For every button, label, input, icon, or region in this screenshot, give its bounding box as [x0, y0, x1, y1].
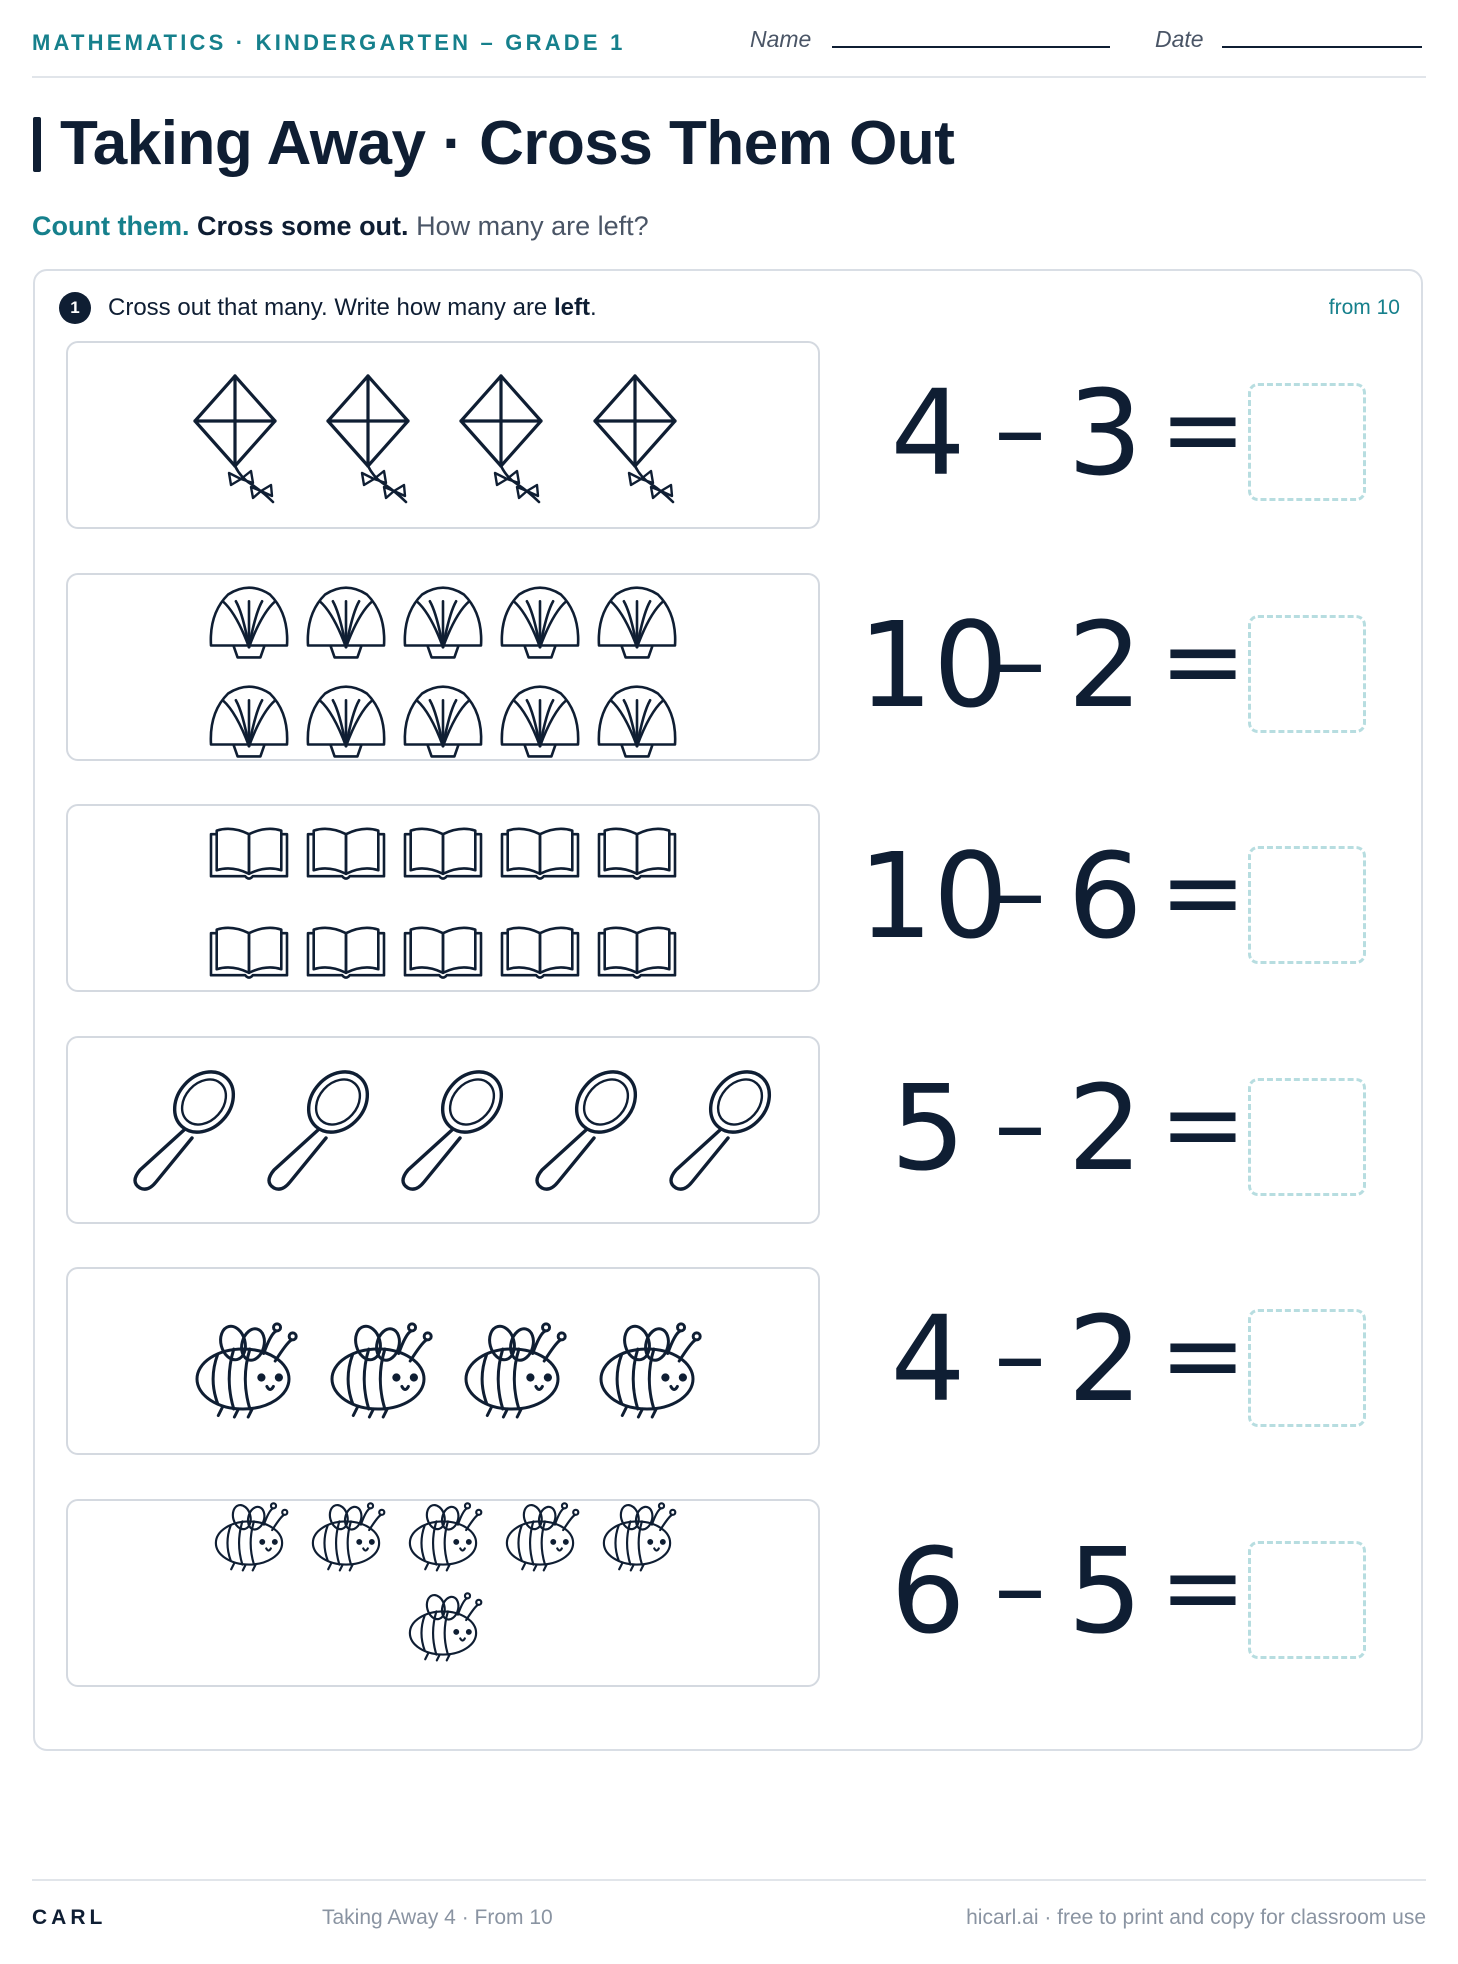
shell-icon[interactable]: [405, 687, 481, 757]
number-b: 5: [1067, 1522, 1143, 1660]
minus-sign: –: [994, 1526, 1046, 1648]
shell-icon[interactable]: [405, 588, 481, 658]
kite-icon[interactable]: [461, 376, 541, 502]
bee-icon[interactable]: [507, 1503, 578, 1570]
minus-sign: –: [994, 1294, 1046, 1416]
bee-icon[interactable]: [410, 1503, 481, 1570]
bee-icon[interactable]: [466, 1323, 565, 1417]
minus-sign: –: [994, 600, 1046, 722]
spoon-icon[interactable]: [537, 1060, 647, 1189]
book-icon[interactable]: [405, 829, 481, 879]
instruction-cross: Cross some out.: [197, 211, 409, 241]
instructions: [32, 211, 649, 242]
number-a: 4: [890, 364, 966, 502]
book-icon[interactable]: [599, 829, 675, 879]
equals-sign: =: [1159, 1294, 1247, 1416]
shell-icon[interactable]: [502, 588, 578, 658]
shell-icon[interactable]: [502, 687, 578, 757]
name-field[interactable]: [832, 46, 1110, 48]
book-icon[interactable]: [211, 829, 287, 879]
shell-icon[interactable]: [211, 588, 287, 658]
book-icon[interactable]: [502, 829, 578, 879]
site-credit: hicarl.ai · free to print and copy for classroom use: [966, 1906, 1426, 1929]
book-icon[interactable]: [599, 928, 675, 978]
shell-icon[interactable]: [308, 588, 384, 658]
spoon-icon[interactable]: [671, 1060, 781, 1189]
number-b: 3: [1067, 364, 1143, 502]
date-field[interactable]: [1222, 46, 1422, 48]
number-b: 2: [1067, 1290, 1143, 1428]
bee-icon[interactable]: [604, 1503, 675, 1570]
question-text-bold: left: [553, 294, 590, 321]
minus-sign: –: [994, 1063, 1046, 1185]
number-b: 2: [1067, 1059, 1143, 1197]
question-number-badge: 1: [59, 292, 91, 324]
picture-group: [68, 575, 822, 763]
book-icon[interactable]: [308, 829, 384, 879]
picture-box: [66, 573, 820, 761]
book-icon[interactable]: [405, 928, 481, 978]
picture-box: [66, 341, 820, 529]
bee-icon[interactable]: [313, 1503, 384, 1570]
footer-divider: [32, 1879, 1426, 1881]
problem-row: [0, 573, 1458, 761]
number-a: 10: [858, 827, 1009, 965]
problem-row: [0, 1036, 1458, 1224]
question-text-main: Cross out that many. Write how many are: [108, 294, 554, 321]
bee-icon[interactable]: [216, 1503, 287, 1570]
problem-row: [0, 341, 1458, 529]
kite-icon[interactable]: [595, 376, 675, 502]
equals-sign: =: [1159, 368, 1247, 490]
range-tag: from 10: [1328, 296, 1400, 319]
worksheet-name: Taking Away 4 · From 10: [322, 1906, 553, 1929]
title-accent-bar: [33, 117, 41, 172]
bee-icon[interactable]: [197, 1323, 296, 1417]
header-divider: [32, 76, 1426, 78]
question-text-end: .: [589, 294, 597, 321]
number-a: 10: [858, 596, 1009, 734]
number-b: 6: [1067, 827, 1143, 965]
answer-box[interactable]: [1248, 1541, 1366, 1659]
picture-box: [66, 1499, 820, 1687]
picture-group: [68, 1038, 822, 1226]
picture-box: [66, 804, 820, 992]
date-label: Date: [1155, 26, 1204, 52]
shell-icon[interactable]: [599, 588, 675, 658]
picture-group: [68, 1501, 822, 1689]
kite-icon[interactable]: [195, 376, 275, 502]
name-label: Name: [750, 26, 812, 52]
number-a: 6: [890, 1522, 966, 1660]
equals-sign: =: [1159, 600, 1247, 722]
answer-box[interactable]: [1248, 383, 1366, 501]
kite-icon[interactable]: [328, 376, 408, 502]
equals-sign: =: [1159, 1063, 1247, 1185]
picture-group: [68, 1269, 822, 1457]
answer-box[interactable]: [1248, 615, 1366, 733]
bee-icon[interactable]: [601, 1323, 700, 1417]
bee-icon[interactable]: [332, 1323, 431, 1417]
answer-box[interactable]: [1248, 846, 1366, 964]
problem-row: [0, 1499, 1458, 1687]
number-a: 5: [890, 1059, 966, 1197]
subject-header: MATHEMATICS · KINDERGARTEN – GRADE 1: [32, 30, 626, 55]
problem-row: [0, 1267, 1458, 1455]
shell-icon[interactable]: [308, 687, 384, 757]
shell-icon[interactable]: [599, 687, 675, 757]
question-text: [108, 292, 597, 324]
shell-icon[interactable]: [211, 687, 287, 757]
book-icon[interactable]: [502, 928, 578, 978]
spoon-icon[interactable]: [269, 1060, 379, 1189]
minus-sign: –: [994, 368, 1046, 490]
equals-sign: =: [1159, 1526, 1247, 1648]
bee-icon[interactable]: [410, 1593, 481, 1660]
instruction-count: Count them.: [32, 211, 190, 241]
minus-sign: –: [994, 831, 1046, 953]
problem-row: [0, 804, 1458, 992]
picture-box: [66, 1267, 820, 1455]
instruction-left: How many are left?: [416, 211, 649, 241]
book-icon[interactable]: [308, 928, 384, 978]
equals-sign: =: [1159, 831, 1247, 953]
page-title: Taking Away · Cross Them Out: [60, 109, 955, 178]
answer-box[interactable]: [1248, 1309, 1366, 1427]
picture-group: [68, 806, 822, 994]
brand-logo: CARL: [32, 1906, 107, 1929]
picture-box: [66, 1036, 820, 1224]
answer-box[interactable]: [1248, 1078, 1366, 1196]
spoon-icon[interactable]: [403, 1060, 513, 1189]
book-icon[interactable]: [211, 928, 287, 978]
number-a: 4: [890, 1290, 966, 1428]
spoon-icon[interactable]: [135, 1060, 245, 1189]
number-b: 2: [1067, 596, 1143, 734]
picture-group: [68, 343, 822, 531]
